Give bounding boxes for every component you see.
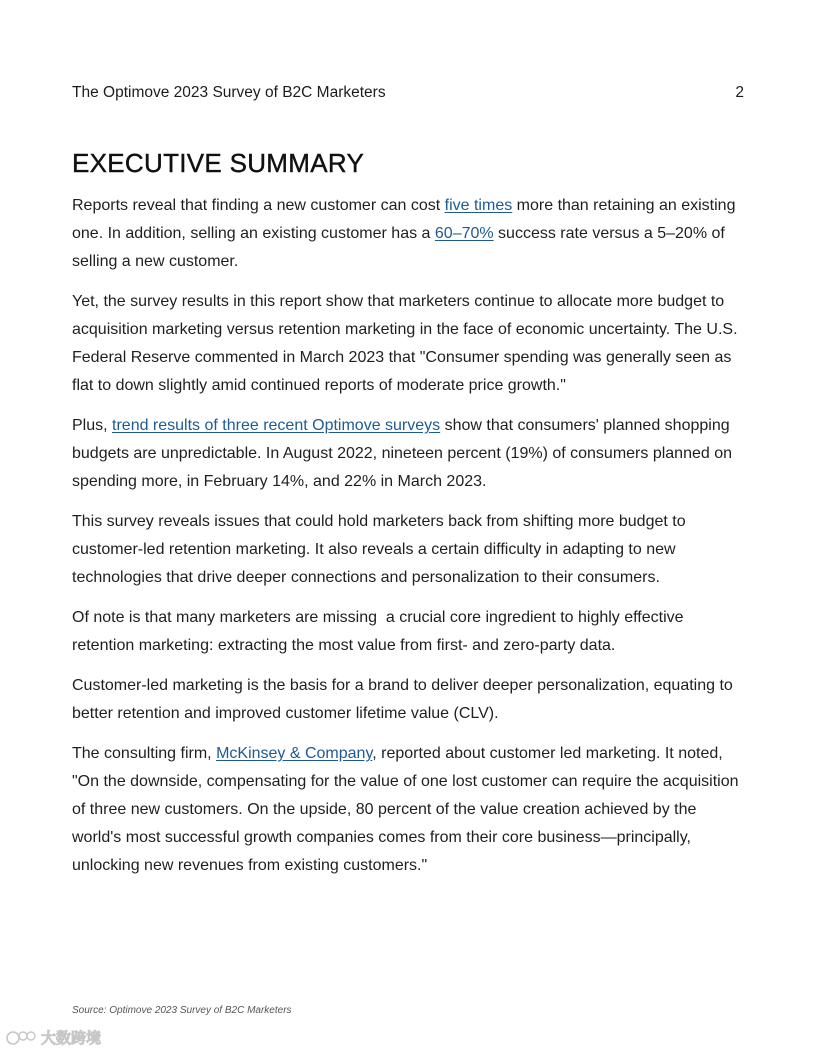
paragraph-3 — [72, 412, 748, 496]
watermark-logo-icon — [6, 1028, 38, 1048]
trend-results-link[interactable]: trend results of three recent Optimove surveys — [112, 417, 441, 434]
paragraph-6: Customer-led marketing is the basis for a brand to deliver deeper personalization, equating to better retention and improved customer lifetime value (CLV). — [72, 677, 733, 722]
paragraph-3-text-b: show that consumers' planned shopping budgets are unpredictable. In August 2022, nineteen percent (19%) of consumers planned on spending more, in February 14%, and 22% in March 2023. — [72, 417, 733, 490]
paragraph-1-text-a: Reports reveal that finding a new customer can cost — [72, 197, 445, 214]
running-header — [72, 83, 744, 103]
report-title: The Optimove 2023 Survey of B2C Marketers — [72, 84, 386, 101]
paragraph-1-text-c: success rate versus a 5–20% of selling a new customer. — [72, 225, 725, 270]
source-footnote: Source: Optimove 2023 Survey of B2C Marketers — [72, 1005, 292, 1016]
paragraph-7-text-a: The consulting firm, — [72, 745, 217, 762]
five-times-link[interactable]: five times — [444, 197, 513, 214]
paragraph-1 — [72, 192, 748, 276]
paragraph-2: Yet, the survey results in this report show that marketers continue to allocate more budget to acquisition marketing versus retention marketing in the face of economic uncertainty. The U.S. Federal Reserve commented in March 2023 that "Consumer spending was generally seen as flat to down slightly amid continued reports of moderate price growth." — [72, 293, 738, 394]
paragraph-1-text-b: more than retaining an existing one. In addition, selling an existing customer has a — [72, 197, 736, 242]
watermark — [6, 1028, 101, 1048]
paragraph-7-text-b: , reported about customer led marketing. It noted, "On the downside, compensating for the value of one lost customer can require the acquisition of three new customers. On the upside, 80 percent of the value creation achieved by the world's most successful growth companies comes from their core business—principally, unlocking new revenues from existing customers." — [72, 745, 739, 874]
paragraph-7 — [72, 740, 748, 880]
paragraph-4: This survey reveals issues that could hold marketers back from shifting more budget to customer-led retention marketing. It also reveals a certain difficulty in adapting to new technologies that drive deeper connections and personalization to their consumers. — [72, 513, 686, 586]
body-text — [72, 192, 748, 892]
sixty-seventy-percent-link[interactable]: 60–70% — [434, 225, 494, 242]
paragraph-5: Of note is that many marketers are missing a crucial core ingredient to highly effective retention marketing: extracting the most value from first- and zero-party data. — [72, 609, 688, 654]
watermark-text: 大数跨境 — [41, 1029, 102, 1047]
mckinsey-link[interactable]: McKinsey & Company — [216, 745, 373, 762]
paragraph-3-text-a: Plus, — [72, 417, 113, 434]
page-title: EXECUTIVE SUMMARY — [72, 148, 365, 178]
page-number: 2 — [735, 84, 744, 101]
